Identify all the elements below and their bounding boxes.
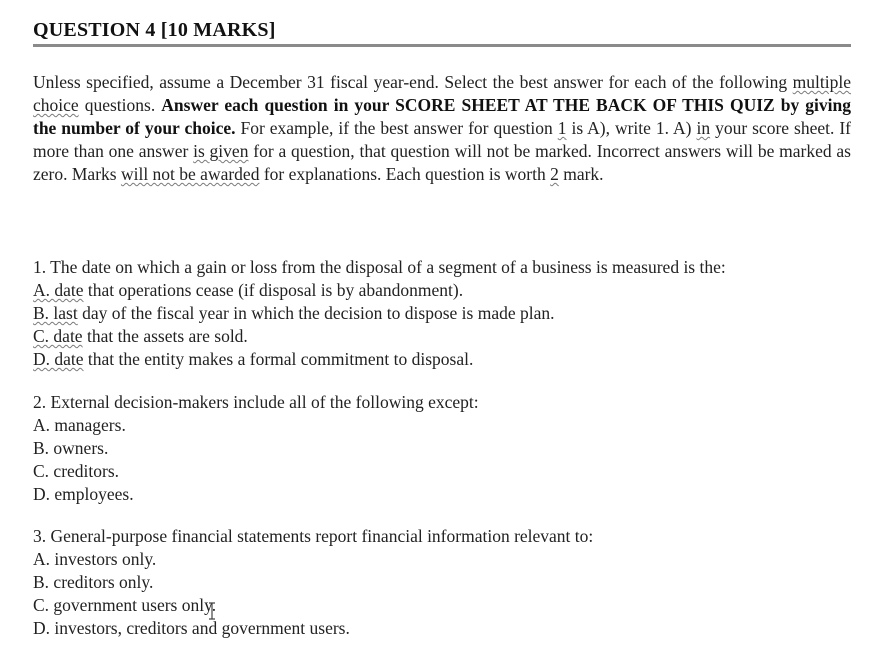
question-stem: 3. General-purpose financial statements report financial information relevant to:: [33, 526, 594, 546]
instructions-text-13: 2: [550, 164, 559, 184]
page-title: QUESTION 4 [10 MARKS]: [33, 19, 276, 41]
option-label: D. date: [33, 349, 84, 369]
option-b: B. owners.: [33, 438, 109, 458]
option-b: [33, 302, 851, 325]
instructions-text-6: is A), write 1. A): [566, 118, 697, 138]
instructions-text-12: for explanations. Each question is worth: [259, 164, 551, 184]
instructions-text-10: for a question, that question will not be marked. Incorrect answers will be marked as zero. Marks: [33, 141, 851, 184]
option-a: A. investors only.: [33, 549, 157, 569]
option-a: [33, 279, 851, 302]
option-b: B. creditors only.: [33, 572, 154, 592]
option-d: D. investors, creditors and government users.: [33, 618, 350, 638]
question-header: [33, 18, 853, 47]
instructions-text-5: 1: [557, 118, 567, 138]
question-2: [33, 391, 851, 506]
instructions-text-14: mark.: [558, 164, 604, 184]
question-stem: 1. The date on which a gain or loss from the disposal of a segment of a business is measured is the:: [33, 257, 726, 277]
instructions-bold-text: Answer each question in your SCORE SHEET AT THE BACK OF THIS QUIZ by giving the number of your choice.: [33, 95, 851, 138]
option-text: that operations cease (if disposal is by abandonment).: [83, 280, 464, 300]
option-label: A. date: [33, 280, 84, 300]
instructions-text-9: is given: [193, 141, 249, 161]
question-3: [33, 525, 851, 640]
instructions-text-7: in: [696, 118, 711, 138]
instructions-text-4: For example, if the best answer for question: [235, 118, 558, 138]
question-1: [33, 256, 851, 371]
instructions-text-2: multiple choice: [33, 72, 851, 115]
option-d: [33, 348, 851, 371]
instructions-paragraph: [33, 71, 851, 186]
option-text: that the assets are sold.: [82, 326, 248, 346]
instructions-text-3: questions.: [78, 95, 162, 115]
option-c: C. government users only.: [33, 595, 217, 615]
text-cursor-icon: [208, 602, 216, 620]
instructions-text-1: Unless specified, assume a December 31 fiscal year-end. Select the best answer for each of the following: [33, 72, 793, 92]
option-c: C. creditors.: [33, 461, 120, 481]
title-divider: [33, 44, 851, 47]
option-text: day of the fiscal year in which the decision to dispose is made plan.: [77, 303, 555, 323]
option-a: A. managers.: [33, 415, 126, 435]
option-label: C. date: [33, 326, 83, 346]
instructions-text-11: will not be awarded: [120, 164, 260, 184]
question-stem: 2. External decision-makers include all of the following except:: [33, 392, 479, 412]
instructions-text-8: your score sheet. If more than one answer: [33, 118, 851, 161]
option-label: B. last: [33, 303, 78, 323]
option-text: that the entity makes a formal commitment to disposal.: [83, 349, 474, 369]
option-c: [33, 325, 851, 348]
option-d: D. employees.: [33, 484, 134, 504]
